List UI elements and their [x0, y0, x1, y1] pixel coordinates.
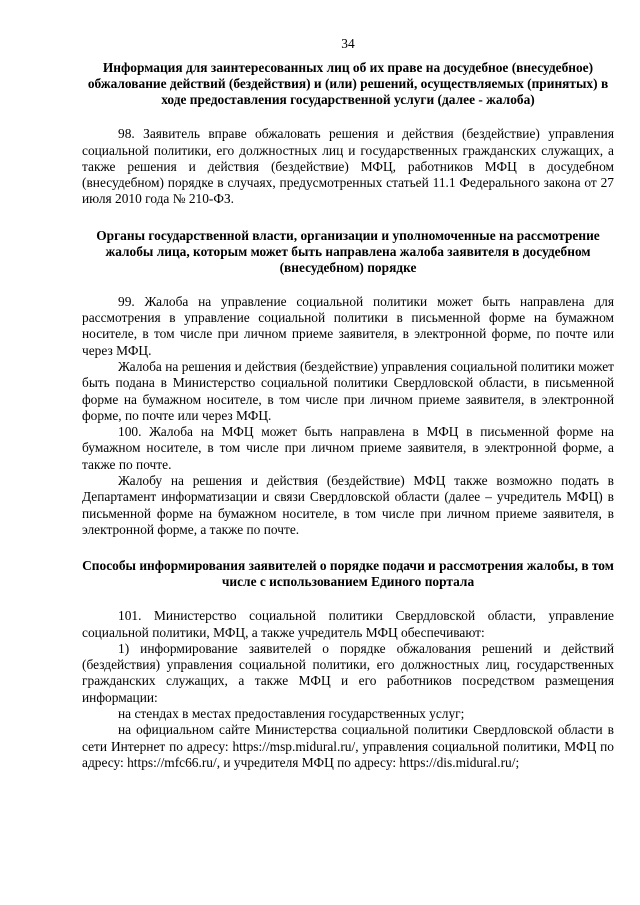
section-heading-informing: Способы информирования заявителей о порядке подачи и рассмотрения жалобы, в том числе с использованием Единого портала [82, 558, 614, 590]
paragraph-101-websites: на официальном сайте Министерства социальной политики Свердловской области в сети Интернет по адресу: https://msp.midural.ru/, управления социальной политики, МФЦ по адресу: https://mfc66.ru/, и учредителя МФЦ по адресу: https://dis.midural.ru/; [82, 722, 614, 770]
paragraph-101: 101. Министерство социальной политики Свердловской области, управление социальной политики, МФЦ, а также учредитель МФЦ обеспечивают: [82, 608, 614, 640]
section-heading-appeal-rights: Информация для заинтересованных лиц об их праве на досудебное (внесудебное) обжалование действий (бездействия) и (или) решений, осуществляемых (принятых) в ходе предоставления государственной услуги (далее - жалоба) [87, 60, 609, 108]
paragraph-101-stands: на стендах в местах предоставления государственных услуг; [118, 706, 465, 722]
paragraph-100: 100. Жалоба на МФЦ может быть направлена в МФЦ в письменной форме на бумажном носителе, в том числе при личном приеме заявителя, в электронной форме, а также по почте. [82, 424, 614, 472]
section-heading-authorities: Органы государственной власти, организации и уполномоченные на рассмотрение жалобы лица, которым может быть направлена жалоба заявителя в досудебном (внесудебном) порядке [96, 227, 600, 275]
paragraph-98: 98. Заявитель вправе обжаловать решения и действия (бездействие) управления социальной политики, его должностных лиц и государственных гражданских служащих, а также решения и действия (бездействие) МФЦ, работников МФЦ в досудебном (внесудебном) порядке в случаях, предусмотренных статьей 11.1 Федерального закона от 27 июля 2010 года № 210-ФЗ. [82, 126, 614, 207]
paragraph-99: 99. Жалоба на управление социальной политики может быть направлена для рассмотрения в управление социальной политики в письменной форме на бумажном носителе, в том числе при личном приеме заявителя, в электронной форме, по почте или через МФЦ. [82, 293, 614, 358]
paragraph-101-item-1: 1) информирование заявителей о порядке обжалования решений и действий (бездействия) управления социальной политики, его должностных лиц, государственных гражданских служащих, а также МФЦ и его работников посредством размещения информации: [82, 640, 614, 705]
paragraph-100-continued: Жалобу на решения и действия (бездействие) МФЦ также возможно подать в Департамент информатизации и связи Свердловской области (далее – учредитель МФЦ) в письменной форме на бумажном носителе, в том числе при личном приеме заявителя, в электронной форме, а также по почте. [82, 473, 614, 537]
page-number: 34 [341, 36, 355, 51]
paragraph-99-continued: Жалоба на решения и действия (бездействие) управления социальной политики может быть подана в Министерство социальной политики Свердловской области, в письменной форме на бумажном носителе, в том числе при личном приеме заявителя, в электронной форме, по почте или через МФЦ. [82, 358, 614, 423]
